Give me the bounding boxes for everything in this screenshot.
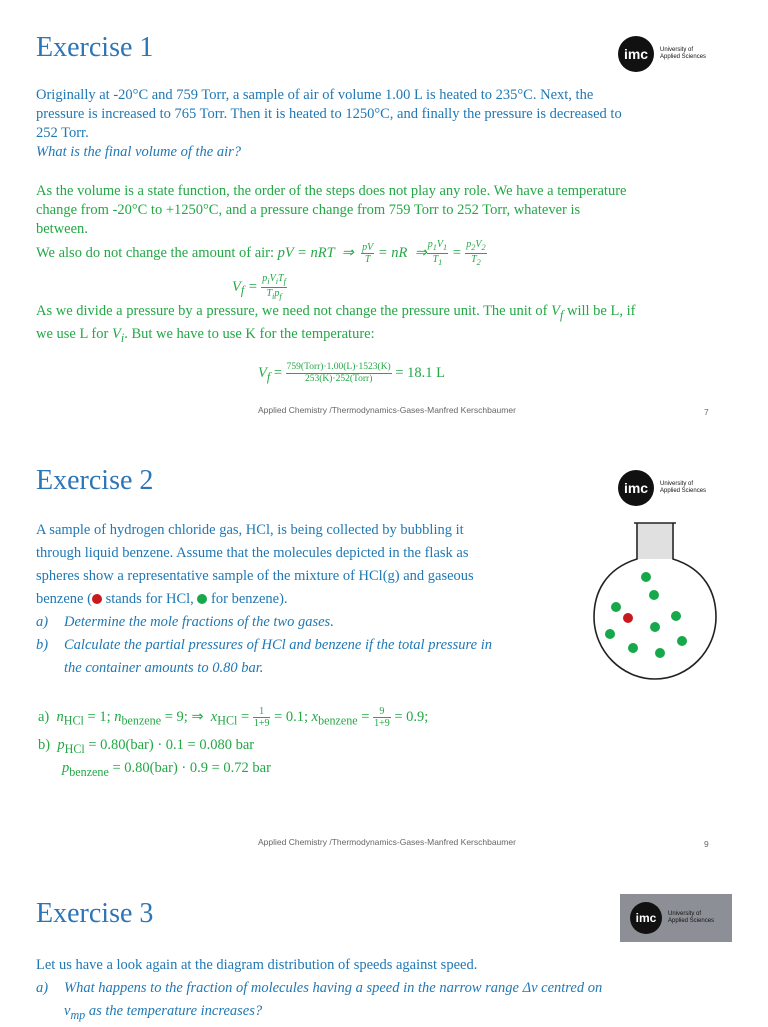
q-a-line-2: $v_{mp}$ as the temperature increases?: [64, 1003, 263, 1022]
flask-neck: [638, 523, 672, 559]
exercise-1-title: Exercise 1: [36, 32, 154, 63]
imc-logo: [620, 894, 732, 942]
q-line-1: Let us have a look again at the diagram distribution of speeds against speed.: [36, 957, 478, 973]
page-number: 9: [704, 839, 709, 849]
benzene-molecule: [628, 643, 638, 653]
exercise-2-answer-b: b) $p_{HCl} = 0.80(bar) \cdot 0.1 = 0.080$ bar $p_{benzene} = 0.80(bar) \cdot 0.9 = 0.72$ bar: [38, 737, 271, 779]
benzene-molecule: [611, 602, 621, 612]
q-b: b) Calculate the partial pressures of HCl and benzene if the total pressure in: [36, 637, 492, 653]
q-line-question: What is the final volume of the air?: [36, 144, 241, 160]
a-line-5: As we divide a pressure by a pressure, we need not change the pressure unit. The unit of $V_f$ will be L, if: [36, 303, 636, 322]
hcl-molecule: [623, 613, 633, 623]
imc-logo-mark: imc: [618, 36, 654, 72]
q-line-3: spheres show a representative sample of the mixture of HCl(g) and gaseous: [36, 568, 474, 584]
page-number: 7: [704, 407, 709, 417]
benzene-molecule: [650, 622, 660, 632]
benzene-molecule: [655, 648, 665, 658]
q-line-2: through liquid benzene. Assume that the molecules depicted in the flask as: [36, 545, 469, 561]
benzene-molecule: [649, 590, 659, 600]
exercise-1-answer: [36, 182, 736, 268]
slide-exercise-2: [0, 433, 768, 863]
q-line-1: A sample of hydrogen chloride gas, HCl, is being collected by bubbling it: [36, 522, 464, 538]
logo-text-line2: Applied Sciences: [660, 488, 707, 494]
logo-text-line1: University of: [660, 47, 694, 53]
q-b-line-2: the container amounts to 0.80 bar.: [64, 660, 264, 676]
q-line-2: pressure is increased to 765 Torr. Then it is heated to 1250°C, and finally the pressure is decreased to: [36, 106, 622, 122]
q-line-4: benzene ( stands for HCl, for benzene).: [36, 591, 288, 607]
benzene-molecule: [605, 629, 615, 639]
q-a: a) What happens to the fraction of molecules having a speed in the narrow range Δv centred on: [36, 980, 603, 996]
q-a: a) Determine the mole fractions of the two gases.: [36, 614, 334, 630]
benzene-dot-icon: [197, 594, 207, 604]
imc-logo: [618, 36, 706, 72]
exercise-1-answer-cont: [36, 302, 736, 348]
logo-text-line2: Applied Sciences: [668, 918, 715, 924]
imc-logo-mark: imc: [618, 470, 654, 506]
a-line-4: We also do not change the amount of air: pV = nRT ⇒ $\frac{pV}{T}$ = nR ⇒ $\frac{p_1V_1}{T_1}$ = $\frac{p_2V_2}{T_2}$: [36, 239, 486, 267]
slide-exercise-1: [0, 0, 768, 425]
ideal-gas-equation: pV = nRT ⇒ $\frac{pV}{T}$ = nR ⇒ $\frac{p_1V_1}{T_1}$ = $\frac{p_2V_2}{T_2}$: [277, 239, 486, 267]
a-line-1: As the volume is a state function, the order of the steps does not play any role. We have a temperature: [36, 183, 627, 199]
logo-text-line2: Applied Sciences: [660, 54, 707, 60]
a-line-2: change from -20°C to +1250°C, and a pressure change from 759 Torr to 252 Torr, whatever is: [36, 202, 581, 218]
logo-text-line1: University of: [668, 911, 702, 917]
hcl-dot-icon: [92, 594, 102, 604]
logo-text-line1: University of: [660, 481, 694, 487]
imc-logo: [618, 470, 706, 506]
slide-exercise-3: [0, 866, 768, 1024]
vf-formula: $V_f$ = $\frac{p_iV_iT_f}{T_ip_f}$: [232, 273, 286, 301]
benzene-molecule: [641, 572, 651, 582]
exercise-2-answer-a: a) $n_{HCl} = 1$; $n_{benzene} = 9$; ⇒ $x_{HCl}$ = $\frac{1}{1+9}$ = 0.1; $x_{benzene}$ = $\frac{9}{1+9}$ = 0.9;: [38, 706, 429, 729]
a-line-6: we use L for $V_i$. But we have to use K for the temperature:: [36, 325, 375, 345]
flask-diagram: [590, 521, 720, 686]
footer: Applied Chemistry /Thermodynamics-Gases-Manfred Kerschbaumer: [258, 837, 516, 847]
exercise-2-question: [36, 519, 576, 680]
a-line-3: between.: [36, 221, 88, 237]
benzene-molecule: [671, 611, 681, 621]
q-line-3: 252 Torr.: [36, 125, 89, 141]
exercise-2-title: Exercise 2: [36, 465, 154, 496]
q-line-1: Originally at -20°C and 759 Torr, a sample of air of volume 1.00 L is heated to 235°C. Next, the: [36, 87, 594, 103]
vf-calculation: $V_f$ = $\frac{\text{759(Torr)·1.00(L)·1523(K)}}{\text{253(K)·252(Torr)}}$ = 18.1 L: [258, 362, 446, 384]
benzene-molecule: [677, 636, 687, 646]
exercise-3-title: Exercise 3: [36, 898, 154, 929]
exercise-3-question: [36, 954, 736, 1027]
footer: Applied Chemistry /Thermodynamics-Gases-Manfred Kerschbaumer: [258, 405, 516, 415]
imc-logo-mark: imc: [630, 902, 662, 934]
exercise-1-question: [36, 86, 736, 162]
